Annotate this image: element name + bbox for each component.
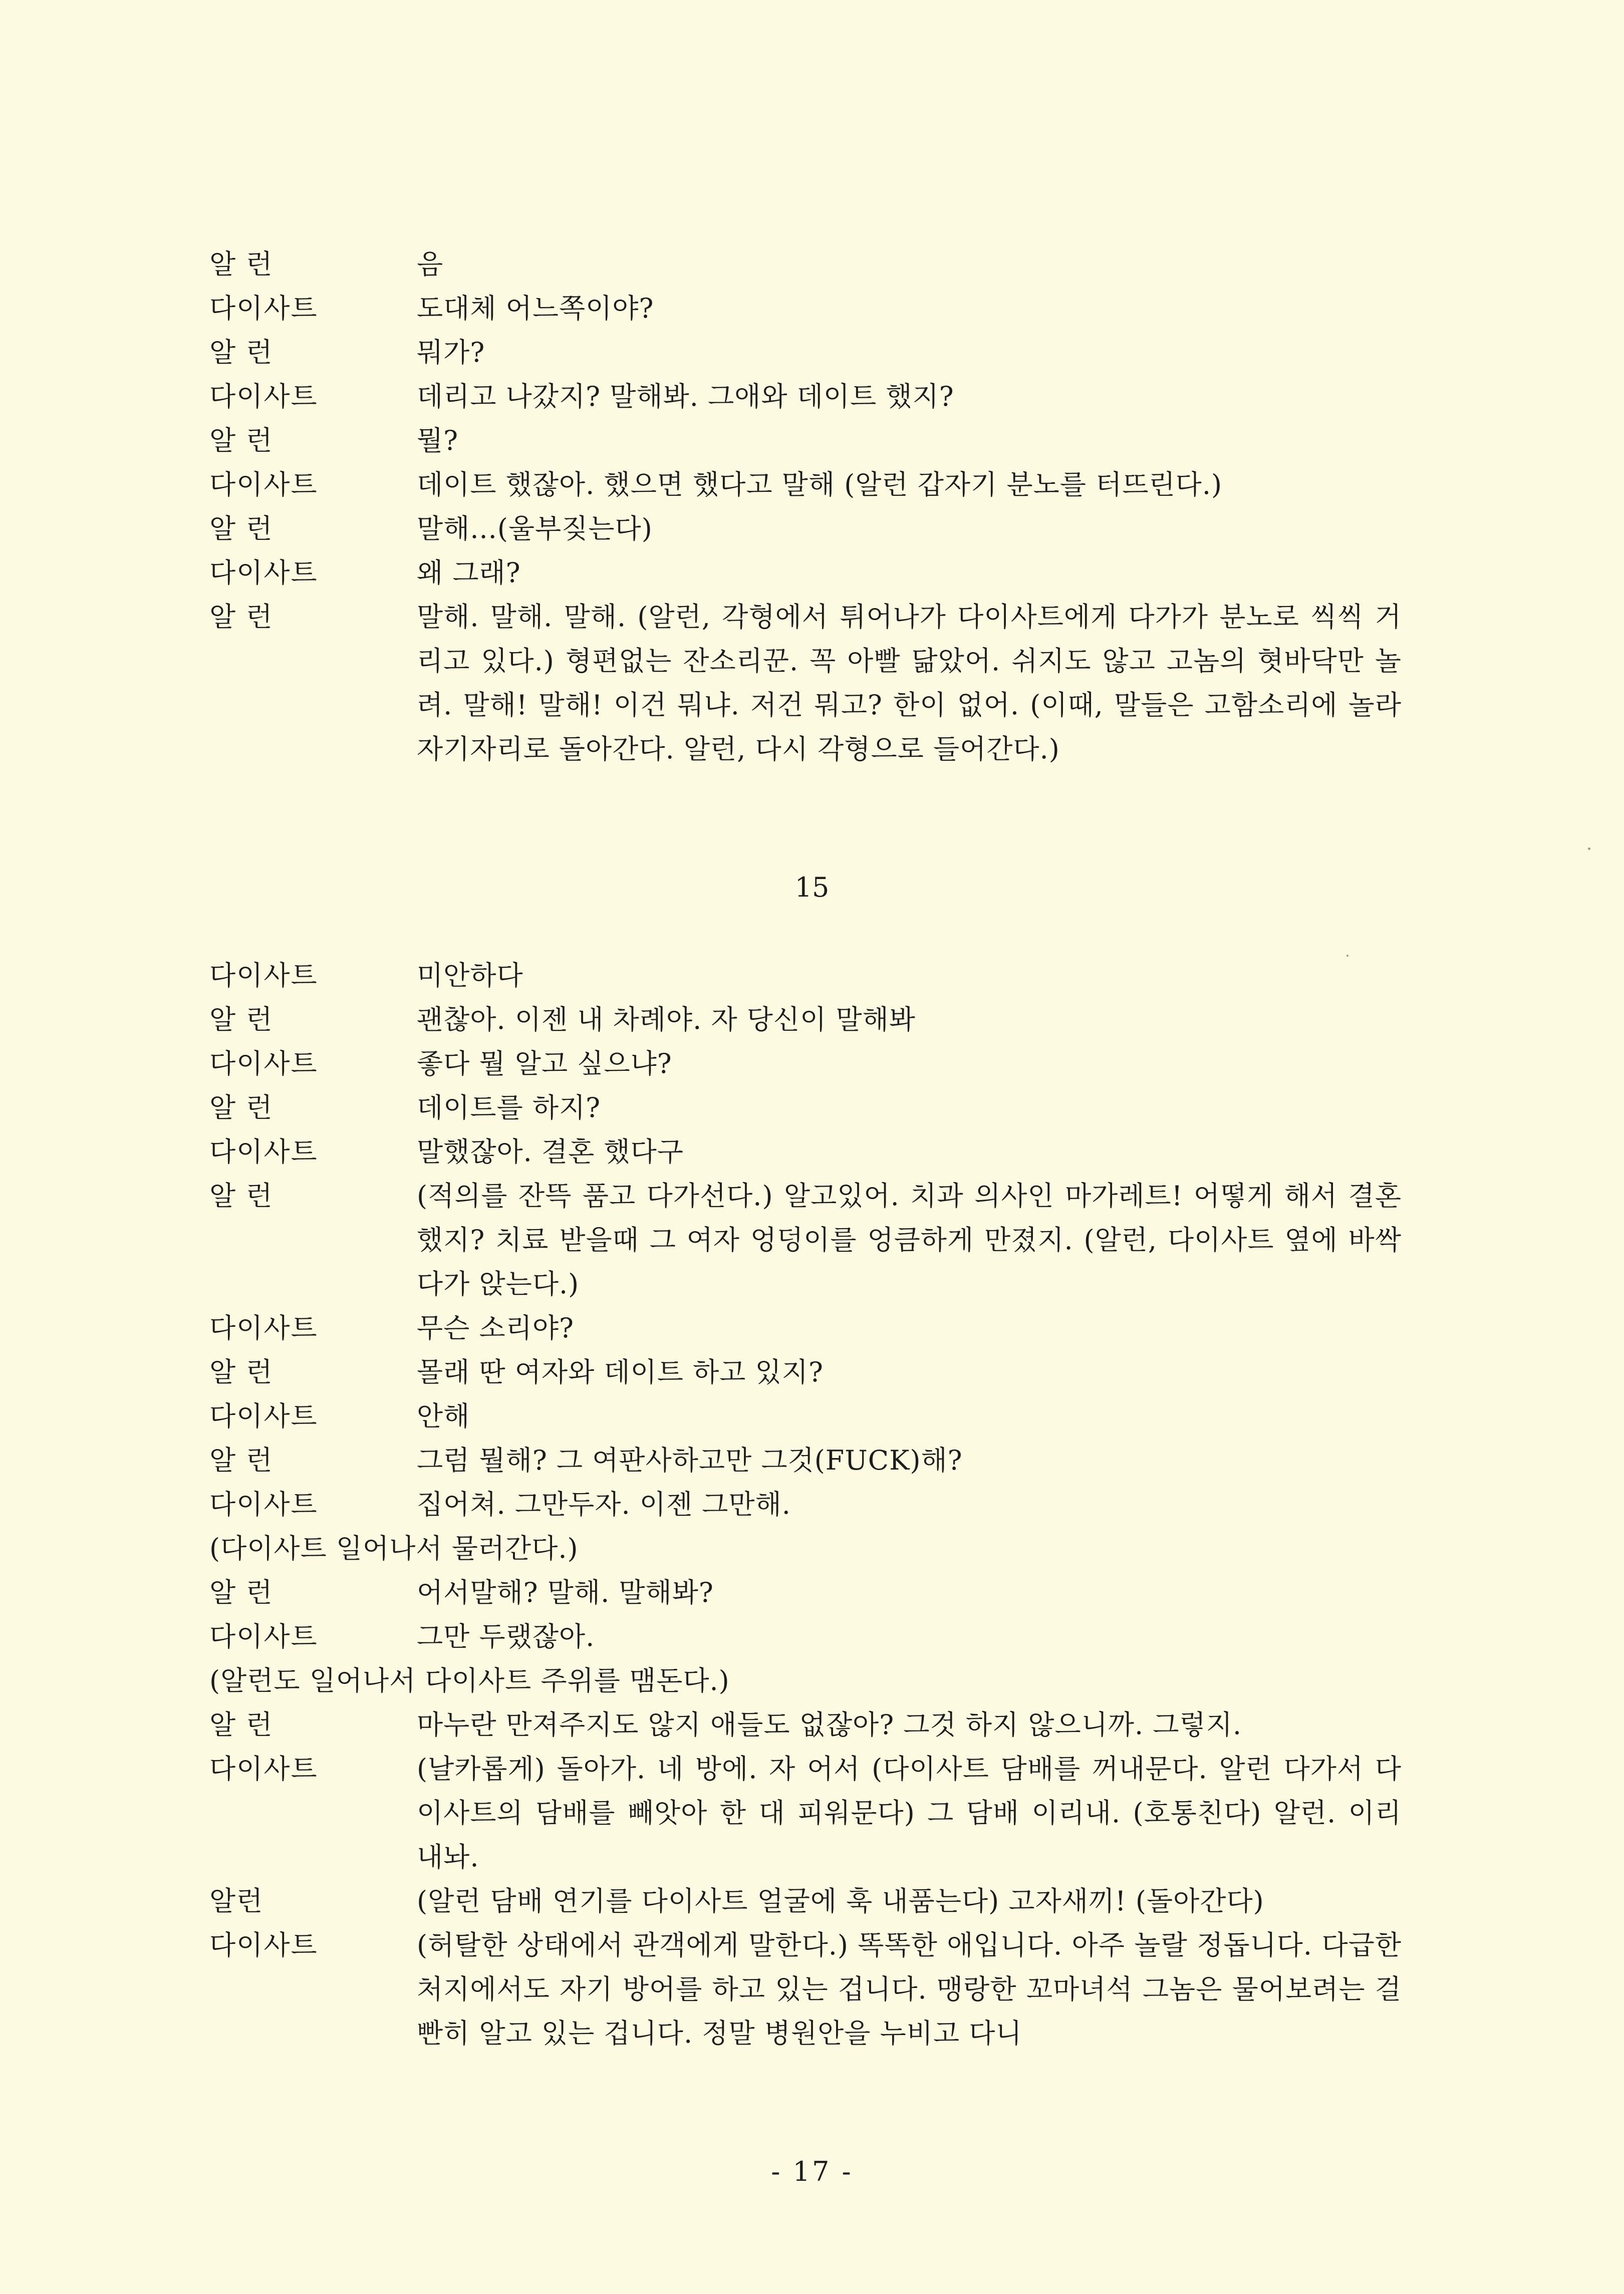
speaker-name: 알런 bbox=[209, 1885, 264, 1917]
speaker-name: 다이사트 bbox=[209, 1136, 318, 1168]
dialogue-line bbox=[209, 331, 1402, 375]
dialogue-line bbox=[209, 1086, 1402, 1130]
speaker-name: 다이사트 bbox=[209, 1312, 318, 1344]
dialogue-line bbox=[209, 595, 1402, 771]
dialogue-line bbox=[209, 1747, 1402, 1879]
scene-number: 15 bbox=[794, 872, 830, 903]
dialogue-text: 괜찮아. 이젠 내 차례야. 자 당신이 말해봐 bbox=[417, 1004, 916, 1035]
speaker-name: 알 런 bbox=[209, 1577, 274, 1608]
speaker-name: 알 런 bbox=[209, 1709, 274, 1741]
speaker-name: 다이사트 bbox=[209, 1929, 318, 1961]
dialogue-line bbox=[209, 998, 1402, 1042]
dialogue-line bbox=[209, 1615, 1402, 1659]
speaker-name: 알 런 bbox=[209, 1356, 274, 1388]
dialogue-text: 어서말해? 말해. 말해봐? bbox=[417, 1577, 714, 1608]
page-number: - 17 - bbox=[771, 2156, 853, 2187]
dialogue-text: (날카롭게) 돌아가. 네 방에. 자 어서 (다이사트 담배를 꺼내문다. 알런 다가서 다이사트의 담배를 빼앗아 한 대 피워문다) 그 담배 이리내. (호통친다) 알런. 이리 내놔. bbox=[417, 1753, 1402, 1873]
dialogue-line bbox=[209, 419, 1402, 463]
dialogue-line bbox=[209, 375, 1402, 419]
speaker-name: 알 런 bbox=[209, 1004, 274, 1035]
speaker-name: 알 런 bbox=[209, 337, 274, 368]
speaker-name: 알 런 bbox=[209, 601, 274, 633]
speaker-name: 다이사트 bbox=[209, 469, 318, 500]
speaker-name: 다이사트 bbox=[209, 557, 318, 589]
dialogue-text: 음 bbox=[417, 248, 444, 280]
dialogue-line bbox=[209, 463, 1402, 507]
dialogue-text: 몰래 딴 여자와 데이트 하고 있지? bbox=[417, 1356, 824, 1388]
scan-speck bbox=[1346, 955, 1348, 957]
dialogue-line bbox=[209, 1923, 1402, 2056]
speaker-name: 알 런 bbox=[209, 1092, 274, 1123]
speaker-name: 다이사트 bbox=[209, 1489, 318, 1520]
dialogue-text: 왜 그래? bbox=[417, 557, 521, 589]
dialogue-text: 미안하다 bbox=[417, 960, 523, 991]
dialogue-text: 집어쳐. 그만두자. 이젠 그만해. bbox=[417, 1489, 791, 1520]
dialogue-line bbox=[209, 551, 1402, 595]
dialogue-line bbox=[209, 286, 1402, 331]
dialogue-text: (허탈한 상태에서 관객에게 말한다.) 똑똑한 애입니다. 아주 놀랄 정돕니다. 다급한 처지에서도 자기 방어를 하고 있는 겁니다. 맹랑한 꼬마녀석 그놈은 물어보려는 걸 빤히 알고 있는 겁니다. 정말 병원안을 누비고 다니 bbox=[417, 1929, 1402, 2049]
speaker-name: 다이사트 bbox=[209, 1753, 318, 1785]
dialogue-block-2 bbox=[209, 954, 1402, 2056]
speaker-name: 알 런 bbox=[209, 425, 274, 456]
speaker-name: 다이사트 bbox=[209, 1621, 318, 1652]
dialogue-block-1 bbox=[209, 242, 1402, 771]
dialogue-text: 마누란 만져주지도 않지 애들도 없잖아? 그것 하지 않으니까. 그렇지. bbox=[417, 1709, 1242, 1741]
speaker-name: 다이사트 bbox=[209, 1400, 318, 1432]
dialogue-line bbox=[209, 1042, 1402, 1086]
dialogue-text: 안해 bbox=[417, 1400, 470, 1432]
dialogue-line bbox=[209, 1571, 1402, 1615]
dialogue-text: 말했잖아. 결혼 했다구 bbox=[417, 1136, 684, 1168]
dialogue-line bbox=[209, 1703, 1402, 1747]
dialogue-text: 뭐가? bbox=[417, 337, 485, 368]
dialogue-text: 데이트를 하지? bbox=[417, 1092, 601, 1123]
dialogue-line bbox=[209, 1394, 1402, 1439]
speaker-name: 알 런 bbox=[209, 1445, 274, 1476]
dialogue-text: 데리고 나갔지? 말해봐. 그애와 데이트 했지? bbox=[417, 381, 954, 412]
dialogue-text: 말해...(울부짖는다) bbox=[417, 513, 653, 544]
dialogue-line bbox=[209, 1483, 1402, 1527]
dialogue-text: 말해. 말해. 말해. (알런, 각형에서 튀어나가 다이사트에게 다가가 분노로 씩씩 거리고 있다.) 형편없는 잔소리꾼. 꼭 아빨 닮았어. 쉬지도 않고 고놈의 혓바닥만 놀려. 말해! 말해! 이건 뭐냐. 저건 뭐고? 한이 없어. (이때, 말들은 고함소리에 놀라 자기자리로 돌아간다. 알런, 다시 각형으로 들어간다.) bbox=[417, 601, 1402, 765]
dialogue-line bbox=[209, 1879, 1402, 1923]
dialogue-text: 데이트 했잖아. 했으면 했다고 말해 (알런 갑자기 분노를 터뜨린다.) bbox=[417, 469, 1223, 500]
dialogue-text: 뭘? bbox=[417, 425, 459, 456]
dialogue-line bbox=[209, 242, 1402, 286]
dialogue-line bbox=[209, 1439, 1402, 1483]
dialogue-line bbox=[209, 954, 1402, 998]
dialogue-line bbox=[209, 1130, 1402, 1174]
dialogue-text: 도대체 어느쪽이야? bbox=[417, 293, 654, 324]
speaker-name: 알 런 bbox=[209, 248, 274, 280]
dialogue-text: 무슨 소리야? bbox=[417, 1312, 574, 1344]
dialogue-text: (알런 담배 연기를 다이사트 얼굴에 훅 내품는다) 고자새끼! (돌아간다) bbox=[417, 1885, 1264, 1917]
dialogue-text: 좋다 뭘 알고 싶으냐? bbox=[417, 1048, 672, 1079]
dialogue-line bbox=[209, 1174, 1402, 1306]
stage-direction: (알런도 일어나서 다이사트 주위를 맴돈다.) bbox=[209, 1665, 730, 1696]
stage-direction: (다이사트 일어나서 물러간다.) bbox=[209, 1533, 579, 1564]
dialogue-line bbox=[209, 507, 1402, 551]
scan-speck bbox=[1588, 847, 1590, 850]
speaker-name: 알 런 bbox=[209, 513, 274, 544]
dialogue-text: 그럼 뭘해? 그 여판사하고만 그것(FUCK)해? bbox=[417, 1445, 963, 1476]
dialogue-line bbox=[209, 1306, 1402, 1350]
speaker-name: 다이사트 bbox=[209, 1048, 318, 1079]
speaker-name: 다이사트 bbox=[209, 293, 318, 324]
dialogue-text: (적의를 잔뜩 품고 다가선다.) 알고있어. 치과 의사인 마가레트! 어떻게 해서 결혼했지? 치료 받을때 그 여자 엉덩이를 엉큼하게 만졌지. (알런, 다이사트 옆에 바싹 다가 앉는다.) bbox=[417, 1180, 1402, 1300]
speaker-name: 다이사트 bbox=[209, 381, 318, 412]
dialogue-text: 그만 두랬잖아. bbox=[417, 1621, 595, 1652]
dialogue-line bbox=[209, 1350, 1402, 1394]
speaker-name: 다이사트 bbox=[209, 960, 318, 991]
speaker-name: 알 런 bbox=[209, 1180, 274, 1212]
